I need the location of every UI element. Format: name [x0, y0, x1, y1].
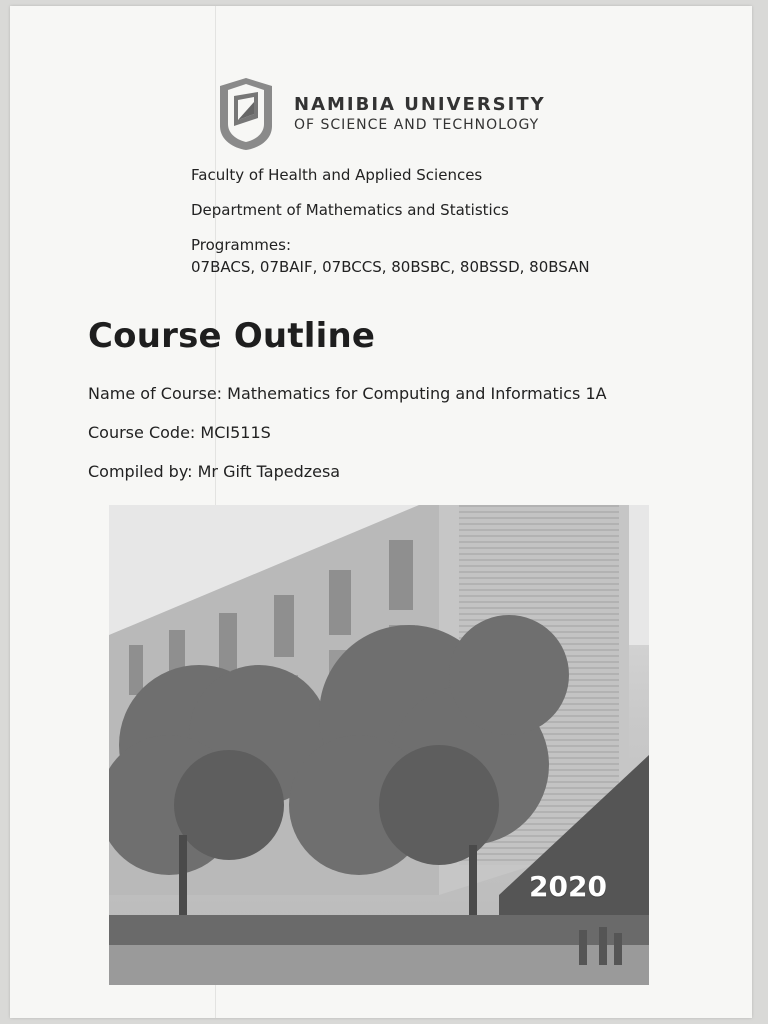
- course-details: [88, 384, 607, 501]
- campus-photo: [109, 505, 649, 985]
- year-label: 2020: [529, 870, 607, 903]
- university-logo: [214, 76, 546, 152]
- compiled-by: Compiled by: Mr Gift Tapedzesa: [88, 462, 341, 481]
- department: Department of Mathematics and Statistics: [191, 201, 509, 219]
- campus-building-illustration: [109, 505, 649, 985]
- university-name: NAMIBIA UNIVERSITY: [294, 94, 546, 115]
- programme-codes: 07BACS, 07BAIF, 07BCCS, 80BSBC, 80BSSD, 80BSAN: [191, 258, 590, 276]
- course-name: Name of Course: Mathematics for Computing and Informatics 1A: [88, 384, 607, 403]
- faculty: Faculty of Health and Applied Sciences: [191, 166, 483, 184]
- document-page: [10, 6, 752, 1018]
- header-info: [191, 166, 590, 293]
- course-code: Course Code: MCI511S: [88, 423, 271, 442]
- programmes-label: Programmes:: [191, 236, 291, 254]
- nust-emblem-icon: [214, 76, 278, 152]
- page-title: Course Outline: [88, 316, 376, 356]
- university-subtitle: OF SCIENCE AND TECHNOLOGY: [294, 116, 540, 133]
